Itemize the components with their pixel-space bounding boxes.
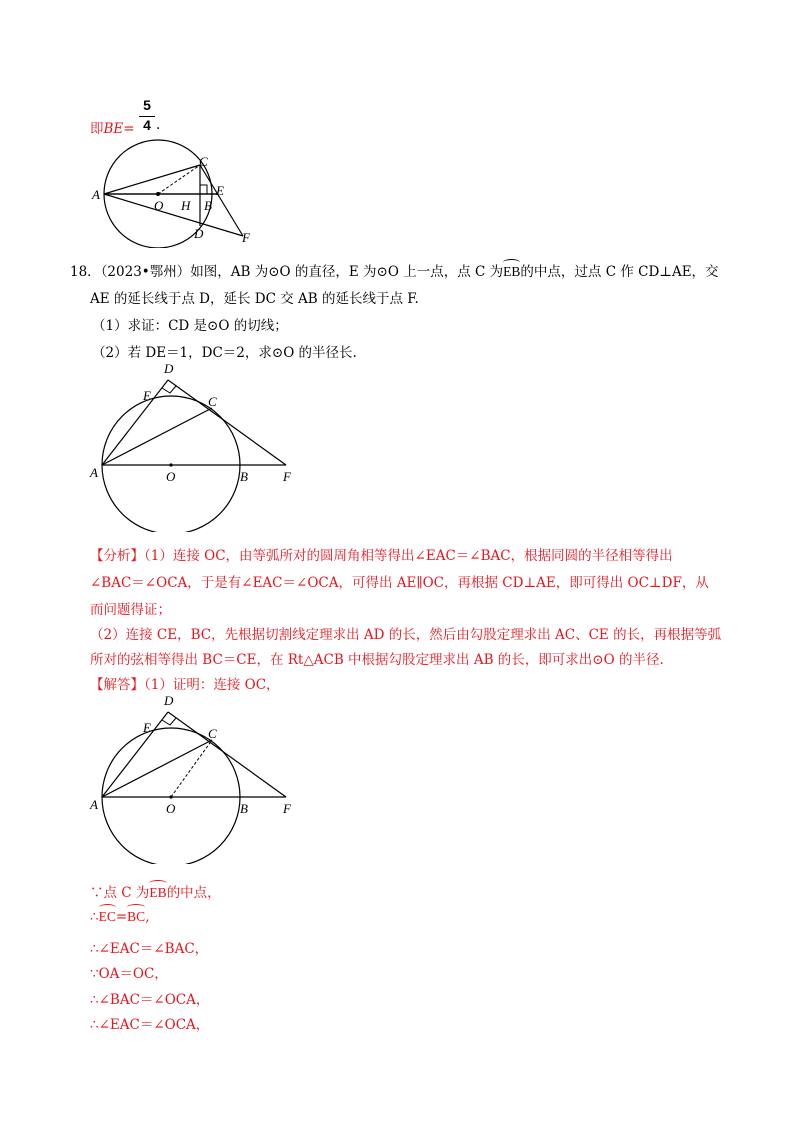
fig3-label-f: F [283, 801, 291, 816]
fig2-label-e: E [143, 388, 151, 403]
fig1-line-af [104, 194, 243, 236]
analysis-line-2: ∠BAC＝∠OCA，于是有∠EAC＝∠OCA，可得出 AE∥OC，再根据 CD⊥AE，即可得出 OC⊥DF，从 [90, 575, 709, 591]
problem-question-2: （2）若 DE＝1，DC＝2，求⊙O 的半径长. [92, 345, 357, 361]
proof-2a: ∴ [90, 909, 99, 925]
fig1-label-f: F [242, 230, 250, 245]
result-period: . [156, 117, 161, 133]
solution-text-1: （1）证明：连接 OC， [144, 677, 280, 693]
proof-1b: 的中点， [166, 885, 221, 901]
fig1-label-d: D [194, 226, 204, 241]
fig1-right-angle [200, 185, 207, 194]
proof-2eq: = [115, 909, 128, 925]
proof-line-1 [90, 881, 221, 901]
fig1-label-a: A [92, 187, 100, 202]
fraction-denominator: 4 [143, 117, 151, 133]
problem-stem-2: 的中点，过点 C 作 CD⊥AE，交 [520, 264, 719, 280]
problem-arc-eb: EB [503, 264, 521, 279]
figure-2-diagram [88, 360, 303, 532]
figure-3-diagram [88, 692, 303, 864]
analysis-tag: 【分析】 [90, 548, 144, 564]
fig2-label-b: B [240, 469, 248, 484]
proof-arc-ec: EC [98, 909, 116, 924]
result-lhs: BE [103, 121, 124, 137]
analysis-line-1 [90, 544, 673, 564]
fig1-line-ac [104, 165, 200, 194]
result-prefix: 即 [90, 121, 104, 137]
fig3-line-ac [102, 740, 212, 797]
proof-arc-eb: EB [149, 885, 167, 900]
problem-line-1 [70, 260, 719, 280]
fig3-line-df [168, 712, 286, 797]
fig1-label-o: O [154, 198, 164, 213]
proof-line-5: ∴∠BAC＝∠OCA， [90, 992, 210, 1008]
fig1-label-h: H [181, 198, 191, 213]
fraction-numerator: 5 [143, 97, 151, 113]
solution-tag: 【解答】 [90, 677, 144, 693]
proof-line-4: ∵OA＝OC， [90, 966, 168, 982]
fig3-line-ad [102, 712, 168, 797]
result-line [90, 117, 135, 137]
analysis-line-4: （2）连接 CE，BC，先根据切割线定理求出 AD 的长，然后由勾股定理求出 AC、CE 的长，再根据等弧 [90, 627, 722, 643]
fig3-label-a: A [90, 797, 98, 812]
fig2-label-a: A [90, 465, 98, 480]
proof-arc-bc: BC [127, 909, 146, 924]
fig3-label-b: B [240, 801, 248, 816]
fig3-label-c: C [208, 726, 217, 741]
problem-stem-1: 如图，AB 为⊙O 的直径，E 为⊙O 上一点，点 C 为 [190, 264, 504, 280]
fig2-line-ac [102, 408, 212, 465]
analysis-line-3: 而问题得证； [90, 602, 171, 618]
fig3-label-d: D [164, 693, 174, 708]
fig2-label-o: O [166, 469, 176, 484]
proof-1a: ∵点 C 为 [90, 885, 150, 901]
fig3-line-oc [171, 740, 212, 797]
fig3-right-angle [162, 718, 176, 725]
proof-2b: , [145, 909, 150, 925]
fig1-line-oc [158, 165, 200, 194]
analysis-line-5: 所对的弦相等得出 BC＝CE，在 Rt△ACB 中根据勾股定理求出 AB 的长，即可求出⊙O 的半径. [90, 652, 664, 668]
proof-line-3: ∴∠EAC＝∠BAC， [90, 941, 209, 957]
fig2-label-f: F [283, 469, 291, 484]
solution-line-1 [90, 673, 280, 693]
fig3-label-o: O [166, 801, 176, 816]
fig2-line-df [168, 380, 286, 465]
problem-source: （2023•鄂州） [100, 264, 191, 280]
analysis-text-1: （1）连接 OC，由等弧所对的圆周角相等得出∠EAC＝∠BAC，根据同圆的半径相等得出 [144, 548, 673, 564]
result-eq: = [123, 121, 135, 137]
fig2-label-c: C [208, 394, 217, 409]
proof-line-6: ∴∠EAC＝∠OCA， [90, 1017, 210, 1033]
problem-number: 18． [70, 264, 101, 280]
problem-stem-3: AE 的延长线于点 D，延长 DC 交 AB 的延长线于点 F. [90, 291, 419, 307]
fig2-line-ad [102, 380, 168, 465]
problem-question-1: （1）求证：CD 是⊙O 的切线； [92, 318, 288, 334]
fig2-right-angle [162, 386, 176, 393]
fig1-label-e: E [216, 183, 224, 198]
fig1-label-c: C [199, 154, 208, 169]
fig1-label-b: B [204, 198, 212, 213]
proof-line-2 [90, 909, 149, 925]
figure-1-diagram [88, 138, 258, 248]
fig3-label-e: E [143, 720, 151, 735]
fig2-label-d: D [164, 361, 174, 376]
